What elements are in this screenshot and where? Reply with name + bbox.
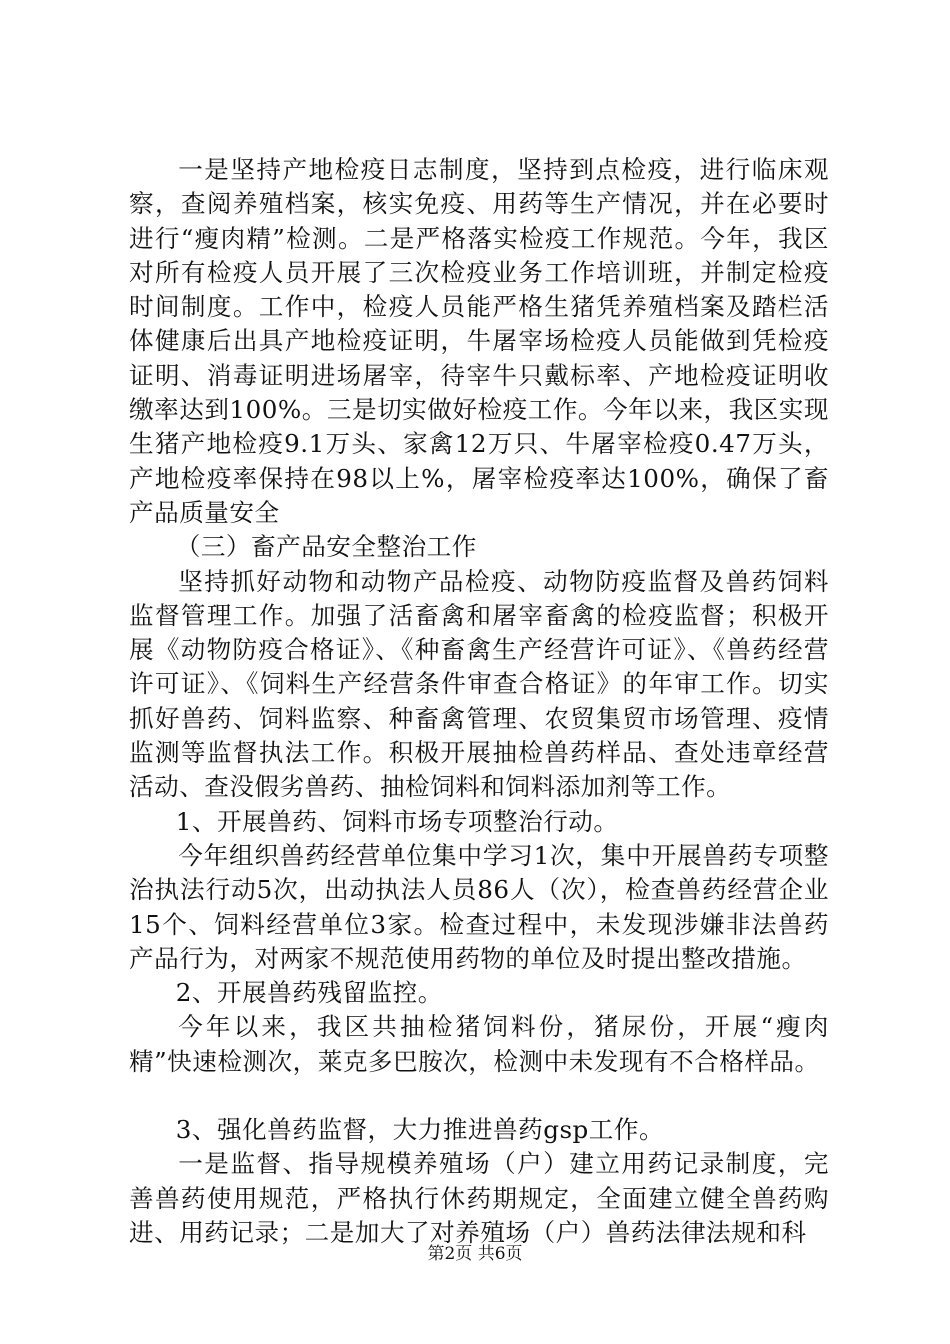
paragraph-enforcement-actions: 今年组织兽药经营单位集中学习1次，集中开展兽药专项整治执法行动5次，出动执法人员86人（次），检查兽药经营企业15个、饲料经营单位3家。检查过程中，未发现涉嫌非法兽药产品行为，对两家不规范使用药物的单位及时提出整改措施。	[129, 840, 829, 973]
paragraph-sampling-results: 今年以来，我区共抽检猪饲料份，猪尿份，开展“瘦肉精”快速检测次，莱克多巴胺次，检测中未发现有不合格样品。	[129, 1012, 829, 1076]
subheading-market-rectification: 1、开展兽药、饲料市场专项整治行动。	[175, 806, 619, 836]
subheading-gsp-work: 3、强化兽药监督，大力推进兽药gsp工作。	[175, 1115, 665, 1145]
subheading-residue-monitoring: 2、开展兽药残留监控。	[175, 978, 443, 1008]
blank-line	[129, 1079, 829, 1113]
paragraph-gsp-details: 一是监督、指导规模养殖场（户）建立用药记录制度，完善兽药使用规范，严格执行休药期规定，全面建立健全兽药购进、用药记录；二是加大了对养殖场（户）兽药法律法规和科	[129, 1149, 829, 1247]
document-body	[129, 153, 829, 1250]
page-number-footer: 第2页 共6页	[427, 1244, 523, 1264]
paragraph-supervision-work: 坚持抓好动物和动物产品检疫、动物防疫监督及兽药饲料监督管理工作。加强了活畜禽和屠宰畜禽的检疫监督；积极开展《动物防疫合格证》、《种畜禽生产经营许可证》、《兽药经营许可证》、《饲料生产经营条件审查合格证》的年审工作。切实抓好兽药、饲料监察、种畜禽管理、农贸集贸市场管理、疫情监测等监督执法工作。积极开展抽检兽药样品、查处违章经营活动、查没假劣兽药、抽检饲料和饲料添加剂等工作。	[129, 566, 829, 802]
paragraph-quarantine-measures: 一是坚持产地检疫日志制度，坚持到点检疫，进行临床观察，查阅养殖档案，核实免疫、用药等生产情况，并在必要时进行“瘦肉精”检测。二是严格落实检疫工作规范。今年，我区对所有检疫人员开展了三次检疫业务工作培训班，并制定检疫时间制度。工作中，检疫人员能严格生猪凭养殖档案及踏栏活体健康后出具产地检疫证明，牛屠宰场检疫人员能做到凭检疫证明、消毒证明进场屠宰，待宰牛只戴标率、产地检疫证明收缴率达到100%。三是切实做好检疫工作。今年以来，我区实现生猪产地检疫9.1万头、家禽12万只、牛屠宰检疫0.47万头，产地检疫率保持在98以上%，屠宰检疫率达100%，确保了畜产品质量安全	[129, 155, 829, 527]
section-heading-livestock-safety: （三）畜产品安全整治工作	[175, 532, 477, 562]
